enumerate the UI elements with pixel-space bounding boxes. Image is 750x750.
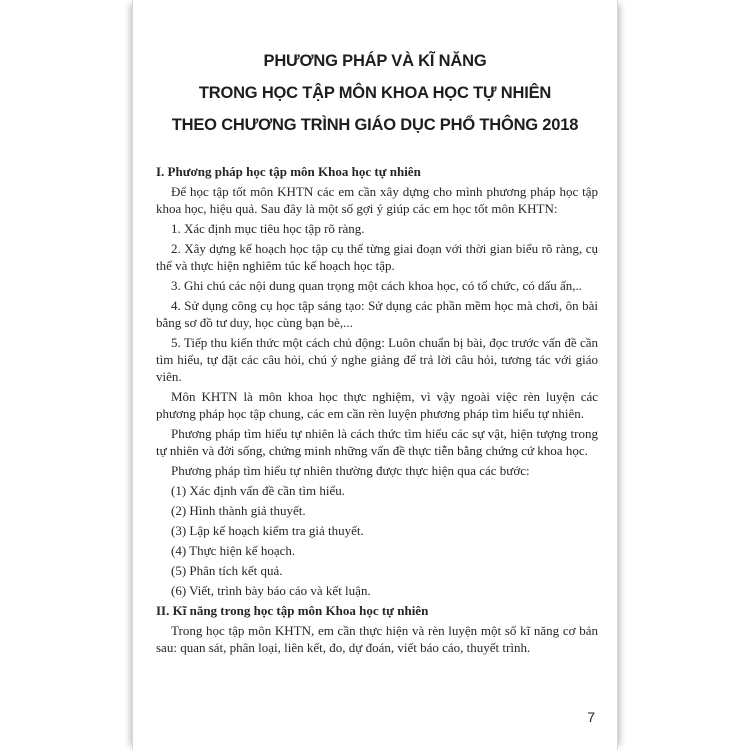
paragraph-experimental: Môn KHTN là môn khoa học thực nghiệm, vì vậy ngoài việc rèn luyện các phương pháp học tập chung, các em cần rèn luyện phương pháp tìm hiểu tự nhiên. bbox=[156, 389, 598, 421]
step-item: (1) Xác định vấn đề cần tìm hiểu. bbox=[171, 483, 345, 498]
tip-item: 2. Xây dựng kế hoạch học tập cụ thể từng giai đoạn với thời gian biểu rõ ràng, cụ thể và thực hiện nghiêm túc kế hoạch học tập. bbox=[156, 241, 598, 273]
step-item: (3) Lập kế hoạch kiểm tra giả thuyết. bbox=[171, 523, 364, 538]
tip-item: 3. Ghi chú các nội dung quan trọng một cách khoa học, có tổ chức, có dấu ấn,.. bbox=[171, 278, 583, 293]
step-item: (2) Hình thành giả thuyết. bbox=[171, 503, 306, 518]
page-title-line-2: TRONG HỌC TẬP MÔN KHOA HỌC TỰ NHIÊN bbox=[198, 84, 552, 102]
page-title-line-1: PHƯƠNG PHÁP VÀ KĨ NĂNG bbox=[263, 52, 487, 70]
tip-item: 5. Tiếp thu kiến thức một cách chủ động: Luôn chuẩn bị bài, đọc trước vấn đề cần tìm hiểu, tự đặt các câu hỏi, chú ý nghe giảng để trả lời câu hỏi, tương tác với giáo viên. bbox=[156, 335, 598, 384]
section-1-heading: I. Phương pháp học tập môn Khoa học tự nhiên bbox=[156, 164, 421, 179]
step-item: (5) Phân tích kết quả. bbox=[171, 563, 283, 578]
page-number: 7 bbox=[587, 709, 595, 725]
section-2-heading: II. Kĩ năng trong học tập môn Khoa học tự nhiên bbox=[156, 603, 429, 618]
paragraph-method: Phương pháp tìm hiểu tự nhiên là cách thức tìm hiểu các sự vật, hiện tượng trong tự nhiên và đời sống, chứng minh những vấn đề thực tiễn bằng chứng cứ khoa học. bbox=[156, 426, 598, 458]
book-page bbox=[132, 0, 618, 750]
page-body bbox=[156, 163, 598, 659]
step-item: (6) Viết, trình bày báo cáo và kết luận. bbox=[171, 583, 371, 598]
step-item: (4) Thực hiện kế hoạch. bbox=[171, 543, 296, 558]
steps-intro: Phương pháp tìm hiểu tự nhiên thường được thực hiện qua các bước: bbox=[171, 463, 530, 478]
page-title-line-3: THEO CHƯƠNG TRÌNH GIÁO DỤC PHỔ THÔNG 2018 bbox=[171, 116, 579, 134]
section-2-text: Trong học tập môn KHTN, em cần thực hiện và rèn luyện một số kĩ năng cơ bản sau: quan sát, phân loại, liên kết, đo, dự đoán, viết báo cáo, thuyết trình. bbox=[156, 623, 598, 655]
tip-item: 4. Sử dụng công cụ học tập sáng tạo: Sử dụng các phần mềm học mà chơi, ôn bài bằng sơ đồ tư duy, học cùng bạn bè,... bbox=[156, 298, 598, 330]
tip-item: 1. Xác định mục tiêu học tập rõ ràng. bbox=[171, 221, 365, 236]
section-1-intro: Để học tập tốt môn KHTN các em cần xây dựng cho mình phương pháp học tập khoa học, hiệu quả. Sau đây là một số gợi ý giúp các em học tốt môn KHTN: bbox=[156, 184, 598, 216]
